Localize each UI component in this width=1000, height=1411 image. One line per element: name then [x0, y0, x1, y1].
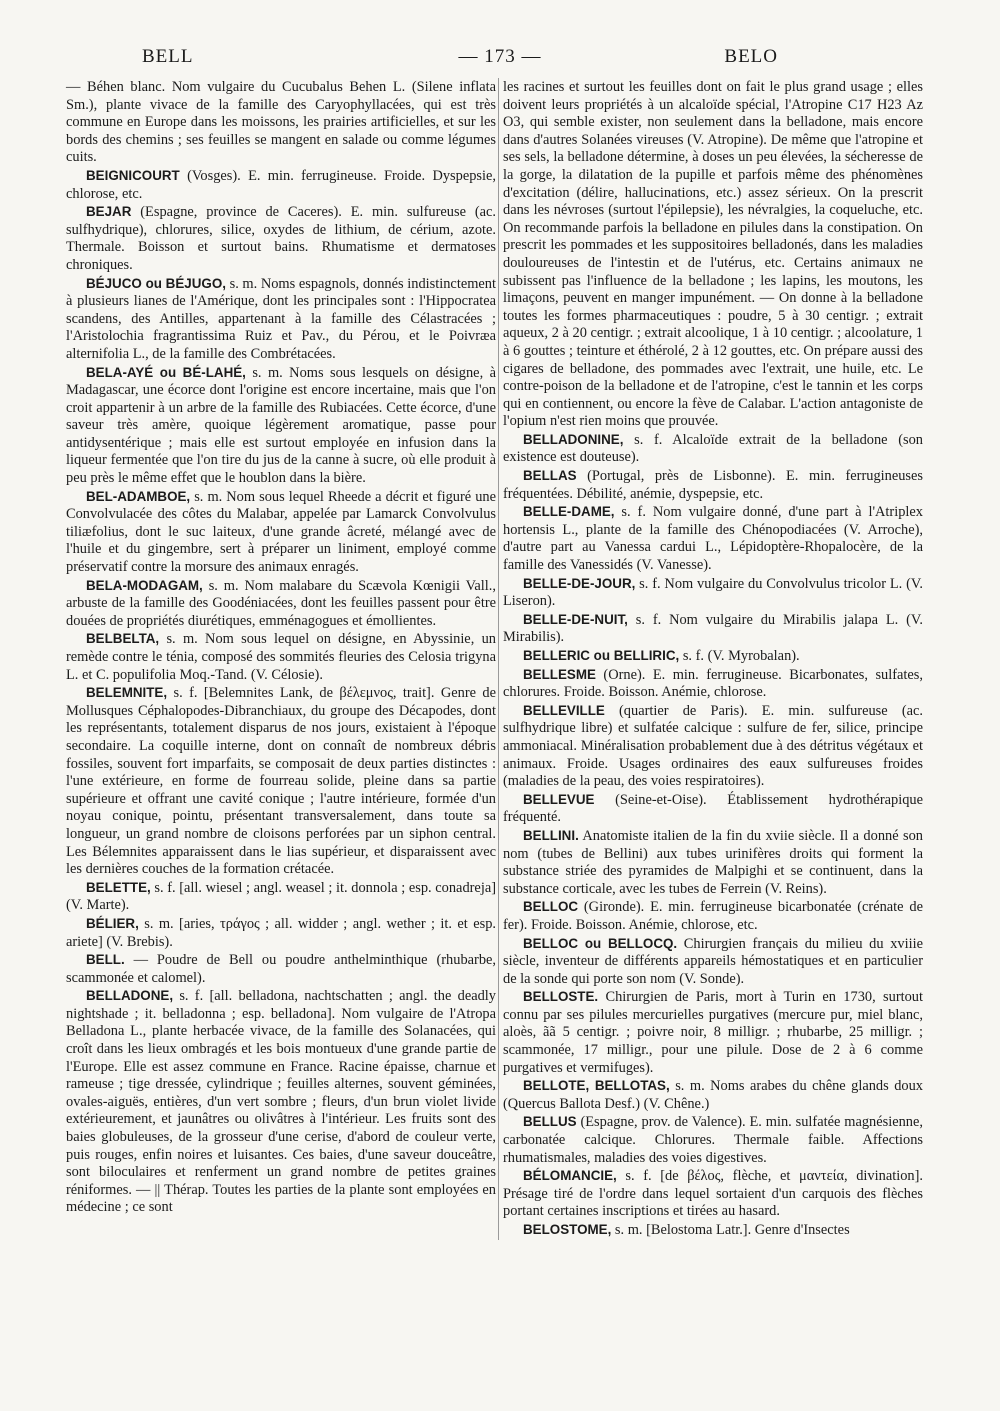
entry-text: (Seine-et-Oise). Établissement hydrothérapique fréquenté. [503, 791, 923, 826]
entry-text: s. m. [aries, τράγος ; all. widder ; angl. wether ; it. et esp. ariete] (V. Brebis). [66, 915, 496, 950]
entry-text: Chirurgien français du milieu du xviiie siècle, inventeur de différents appareils hémostatiques et en particulier de la sonde qui porte son nom (V. Sonde). [503, 935, 923, 987]
entry-text: s. m. Nom malabare du Scævola Kœnigii Vall., arbuste de la famille des Goodéniacées, dont les feuilles passent pour être douées de propriétés diurétiques, emménagogues et émollientes. [66, 577, 496, 629]
entry-text: s. f. (V. Myrobalan). [679, 648, 800, 664]
page-number: — 173 — [458, 46, 542, 67]
entry-text: (Espagne, province de Caceres). E. min. sulfureuse (ac. sulfhydrique), chlorures, silice, oxydes de lithium, de cérium, azote. Thermale. Boisson et surtout bains. Rhumatisme et dermatoses chroniques. [66, 204, 496, 273]
entry-text: (Gironde). E. min. ferrugineuse bicarbonatée (crénate de fer). Froide. Boisson. Anémie, chlorose, etc. [503, 899, 923, 933]
entry-headword: BELLOTE, BELLOTAS, [523, 1078, 670, 1094]
right-column [498, 78, 923, 1240]
entry-text: s. m. [Belostoma Latr.]. Genre d'Insectes [611, 1222, 850, 1238]
dictionary-entry [503, 791, 923, 827]
entry-text: Chirurgien de Paris, mort à Turin en 1730, surtout connu par ses pilules mercurielles purgatives (mercure pur, miel blanc, aloès, ãã 5 centigr. ; poivre noir, 8 milligr. ; rhubarbe, 25 milligr. ; scammonée, 17 milligr., pour une pilule. Dose de 2 à 6 comme purgatives et vermifuges). [503, 989, 923, 1076]
entry-headword: BELOSTOME, [523, 1222, 612, 1237]
dictionary-entry [503, 431, 923, 467]
entry-headword: BELLE-DE-JOUR, [523, 575, 636, 591]
entry-headword: BELLOSTE. [523, 989, 599, 1005]
entry-text: s. f. Nom vulgaire donné, d'une part à l'Atriplex hortensis L., plante de la famille des Chénopodiacées (V. Arroche), d'autre part au Vanessa cardui L., Lépidoptère-Rhopalocère, de la famille des Vanessidés (V. Vanesse). [503, 504, 923, 574]
entry-text: s. f. Nom vulgaire du Mirabilis jalapa L. (V. Mirabilis). [503, 611, 923, 646]
entry-headword: BELEMNITE, [86, 685, 168, 701]
entry-headword: BELA-MODAGAM, [86, 577, 203, 593]
dictionary-entry [503, 702, 923, 791]
entry-text: s. f. Alcaloïde extrait de la belladone (son existence est douteuse). [503, 431, 923, 466]
dictionary-entry [503, 1167, 923, 1221]
entry-text: (quartier de Paris). E. min. sulfureuse (ac. sulfhydrique libre) et sulfatée calcique : sulfure de fer, silice, principe ammoniacal. Minéralisation probablement due à des détritus végétaux et animaux. Froide. Usages ordinaires des eaux sulfureuses froides (maladies de la peau, des voies respiratoires). [503, 702, 923, 790]
entry-text: (Portugal, près de Lisbonne). E. min. ferrugineuses fréquentées. Débilité, anémie, dyspepsie, etc. [503, 468, 923, 502]
dictionary-entry [503, 78, 923, 431]
entry-text: s. m. Noms sous lesquels on désigne, à Madagascar, une écorce dont l'origine est encore incertaine, mais que l'on croit appartenir à un arbre de la famille des Rubiacées. Cette écorce, d'une saveur très amère, quoique légèrement aromatique, passe pour antidysentérique ; mais elle est surtout employée en infusion dans la liqueur fermentée que l'on tire du jus de la canne à sucre, où elle produit à peu près le même effet que le houblon dans la bière. [66, 364, 496, 487]
entry-headword: BELLADONE, [86, 988, 174, 1004]
entry-headword: BELLAS [523, 468, 577, 484]
dictionary-entry [66, 488, 496, 577]
dictionary-entry [503, 1113, 923, 1167]
entry-headword: BEJAR [86, 204, 132, 220]
entry-text: — Béhen blanc. Nom vulgaire du Cucubalus Behen L. (Silene inflata Sm.), plante vivace de la famille des Caryophyllacées, qui est très commune en Europe dans les moissons, les prairies artificielles, et sur les bords des chemins ; ses feuilles se mangent en salade ou comme légumes cuits. [66, 79, 496, 166]
dictionary-entry [503, 666, 923, 702]
entry-headword: BELLEVILLE [523, 702, 605, 718]
running-head-left: BELL [142, 46, 194, 67]
dictionary-entry [503, 935, 923, 989]
dictionary-entry [66, 630, 496, 684]
dictionary-entry [503, 575, 923, 611]
entry-headword: BELLERIC ou BELLIRIC, [523, 648, 680, 663]
dictionary-entry [66, 987, 496, 1217]
entry-headword: BELLE-DAME, [523, 504, 615, 520]
dictionary-entry [503, 1221, 923, 1240]
entry-text: s. f. [de βέλος, flèche, et μαντεία, divination]. Présage tiré de l'ordre dans lequel sortaient d'un carquois des flèches portant certaines inscriptions et tirées au hasard. [503, 1168, 923, 1220]
entry-headword: BÉJUCO ou BÉJUGO, [86, 275, 226, 291]
entry-headword: BELBELTA, [86, 631, 160, 647]
entry-text: s. m. Noms espagnols, donnés indistinctement à plusieurs lianes de l'Amérique, dont les principales sont : l'Hippocratea scandens, des Antilles, appartenant à la famille des Célastracées ; l'Aristolochia fragrantissima Ruiz et Pav., du Pérou, et le Poivræa alternifolia L., de la famille des Combrétacées. [66, 275, 496, 362]
running-head-right: BELO [724, 46, 778, 67]
dictionary-entry [503, 827, 923, 898]
entry-headword: BELLOC [523, 899, 579, 915]
dictionary-entry [66, 879, 496, 915]
dictionary-entry [503, 898, 923, 934]
entry-text: s. m. Nom sous lequel Rheede a décrit et figuré une Convolvulacée des côtes du Malabar, appelée par Lamarck Convolvulus tiliæfolius, dont le suc laiteux, d'une grande âcreté, mélangé avec de l'huile et du gingembre, sert à préparer un liniment, employé comme préservatif contre la morsure des animaux enragés. [66, 488, 496, 576]
entry-headword: BÉLOMANCIE, [523, 1168, 617, 1184]
entry-headword: BELLOC ou BELLOCQ. [523, 935, 678, 951]
entry-text: s. f. [all. wiesel ; angl. weasel ; it. donnola ; esp. conadreja] (V. Marte). [66, 879, 496, 914]
entry-headword: BELL. [86, 952, 125, 968]
entry-headword: BELLEVUE [523, 791, 595, 807]
entry-text: s. f. Nom vulgaire du Convolvulus tricolor L. (V. Liseron). [503, 575, 923, 610]
entry-text: s. f. [all. belladona, nachtschatten ; angl. the deadly nightshade ; it. belladonna ; esp. belladona]. Nom vulgaire de l'Atropa Belladona L., plante herbacée vivace, de la famille des Solanacées, qui croît dans les lieux ombragés et les bois montueux d'une grande partie de l'Europe. Elle est assez commune en France. Racine épaisse, charnue et rameuse ; tige dressée, cylindrique ; feuilles alternes, souvent géminées, ovales-aiguës, entières, d'un vert sombre ; fleurs, d'un brun violet livide extérieurement, et jaunâtres ou olivâtres à l'intérieur. Les fruits sont des baies globuleuses, de la grosseur d'une cerise, d'abord de couleur verte, puis rouges, enfin noires et luisantes. Ces baies, d'une saveur douceâtre, sont biloculaires et renferment un grand nombre de petites graines réniformes. — || Thérap. Toutes les parties de la plante sont employées en médecine ; ce sont [66, 988, 496, 1216]
entry-headword: BELA-AYÉ ou BÉ-LAHÉ, [86, 364, 246, 380]
dictionary-entry [66, 203, 496, 274]
entry-text: (Orne). E. min. ferrugineuse. Bicarbonates, sulfates, chlorures. Froide. Boisson. Anémie, chlorose. [503, 666, 923, 701]
entry-headword: BÉLIER, [86, 915, 139, 931]
dictionary-entry [66, 78, 496, 167]
dictionary-entry [503, 1077, 923, 1113]
entry-text: — Poudre de Bell ou poudre anthelminthique (rhubarbe, scammonée et calomel). [66, 952, 496, 986]
dictionary-entry [66, 684, 496, 879]
left-column [66, 78, 496, 1217]
entry-headword: BEL-ADAMBOE, [86, 488, 191, 504]
dictionary-entry [66, 951, 496, 987]
page-header [62, 46, 938, 74]
dictionary-entry [503, 467, 923, 503]
entry-headword: BELETTE, [86, 879, 151, 895]
dictionary-entry [66, 364, 496, 488]
dictionary-entry [66, 275, 496, 364]
dictionary-entry [503, 988, 923, 1077]
entry-text: (Vosges). E. min. ferrugineuse. Froide. Dyspepsie, chlorose, etc. [66, 167, 496, 202]
entry-text: les racines et surtout les feuilles dont on fait le plus grand usage ; elles doivent leurs propriétés à un alcaloïde spécial, l'Atropine C17 H23 Az O3, qui semble exister, non seulement dans la belladone, mais encore dans d'autres Solanées vireuses (V. Atropine). De même que l'atropine et ses sels, la belladone détermine, à doses un peu élevées, la sécheresse de la gorge, la dilatation de la pupille et parfois même des phénomènes d'excitation (délire, hallucinations, etc.) assez sérieux. On la prescrit dans les névroses (surtout l'épilepsie), les névralgies, la coqueluche, etc. On recommande parfois la belladone en pilules dans la constipation. On prescrit les pommades et les suppositoires belladonés, dans les maladies douloureuses de l'intestin et de l'utérus, etc. Certains animaux ne subissent pas l'influence de la belladone ; les lapins, les moutons, les limaçons, peuvent en manger impunément. — On donne à la belladone toutes les formes pharmaceutiques : poudre, 5 à 30 centigr. ; extrait aqueux, 2 à 20 centigr. ; extrait alcoolique, 1 à 10 centigr. ; alcoolature, 1 à 6 gouttes ; teinture et éthérolé, 2 à 12 gouttes, etc. On prépare aussi des cigares de belladone, des pommades avec l'extrait, une huile, etc. Le contre-poison de la belladone et de l'atropine, c'est le tannin et les corps qui en contiennent, ou encore la fève de Calabar. L'action antagoniste de l'opium n'est rien moins que prouvée. [503, 79, 923, 430]
entry-text: s. m. Noms arabes du chêne glands doux (Quercus Ballota Desf.) (V. Chêne.) [503, 1078, 923, 1112]
entry-headword: BELLESME [523, 666, 596, 682]
entry-text: (Espagne, prov. de Valence). E. min. sulfatée magnésienne, carbonatée calcique. Chlorures. Thermale faible. Affections rhumatismales, maladies des voies digestives. [503, 1114, 923, 1166]
dictionary-entry [66, 167, 496, 203]
entry-headword: BELLE-DE-NUIT, [523, 611, 628, 627]
entry-text: s. f. [Belemnites Lank, de βέλεμνος, trait]. Genre de Mollusques Céphalopodes-Dibranchiaux, du groupe des Décapodes, dont les représentants, totalement disparus de nos jours, existaient à l'époque secondaire. La coquille interne, dont on connaît de nombreux débris fossiles, souvent fort imparfaits, se composait de deux parties distinctes : l'une extérieure, en forme de fourreau solide, pleine dans sa partie supérieure et offrant une cavité conique ; l'autre intérieure, formée d'un noyau conique, pointu, présentant transversalement, dans toute sa longueur, un grand nombre de cloisons perforées par un siphon central. Les Bélemnites apparaissent dans le lias supérieur, et disparaissent avec les dernières couches de la formation crétacée. [66, 685, 496, 878]
dictionary-entry [503, 647, 923, 666]
entry-headword: BEIGNICOURT [86, 167, 180, 183]
dictionary-entry [503, 503, 923, 574]
dictionary-entry [66, 915, 496, 951]
entry-text: Anatomiste italien de la fin du xviie siècle. Il a donné son nom (tubes de Bellini) aux tubes urinifères droits qui forment la substance striée des pyramides de Malpighi et se continuent, dans la substance corticale, avec les tubes de Ferrein (V. Reins). [503, 827, 923, 897]
entry-headword: BELLINI. [523, 827, 579, 843]
entry-headword: BELLUS [523, 1114, 577, 1130]
entry-headword: BELLADONINE, [523, 431, 624, 447]
dictionary-entry [66, 577, 496, 631]
entry-text: s. m. Nom sous lequel on désigne, en Abyssinie, un remède contre le ténia, composé des sommités fleuries des Celosia trigyna L. et C. populifolia Moq.-Tand. (V. Célosie). [66, 631, 496, 683]
dictionary-entry [503, 611, 923, 647]
